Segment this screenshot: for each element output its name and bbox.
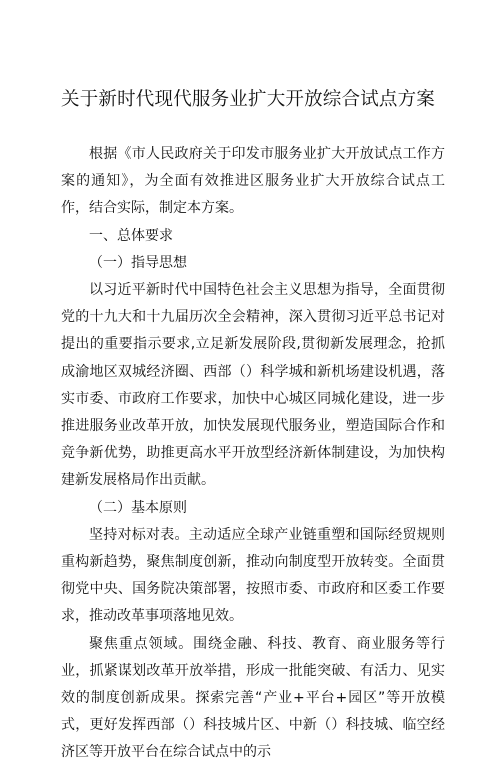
- paragraph-guiding-ideology: 以习近平新时代中国特色社会主义思想为指导，全面贯彻党的十九大和十九届历次全会精神，深入贯彻习近平总书记对提出的重要指示要求,立足新发展阶段,贯彻新发展理念，抢抓成渝地区双城经济圈、西部（）科学城和新机场建设机遇，落实市委、市政府工作要求，加快中心城区同城化建设，进一步推进服务业改革开放，加快发展现代服务业，塑造国际合作和竞争新优势，助推更高水平开放型经济新体制建设，为加快构建新发展格局作出贡献。: [61, 282, 445, 489]
- paragraph-principle-benchmarking: 坚持对标对表。主动适应全球产业链重塑和国际经贸规则重构新趋势，聚焦制度创新，推动向制度型开放转变。全面贯彻党中央、国务院决策部署，按照市委、市政府和区委工作要求，推动改革事项落地见效。: [61, 526, 445, 625]
- subsection-heading-basic-principles: （二）基本原则: [89, 499, 187, 516]
- paragraph-intro: 根据《市人民政府关于印发市服务业扩大开放试点工作方案的通知》，为全面有效推进区服务业扩大开放综合试点工作，结合实际，制定本方案。: [61, 146, 445, 217]
- paragraph-principle-key-areas: 聚焦重点领域。围绕金融、科技、教育、商业服务等行业，抓紧谋划改革开放举措，形成一批能突破、有活力、见实效的制度创新成果。探索完善“产业+平台+园区”等开放模式，更好发挥西部（）科技城片区、中新（）科技城、临空经济区等开放平台在综合试点中的示: [61, 635, 445, 761]
- document-body: [61, 141, 445, 767]
- subsection-heading-guiding-ideology: （一）指导思想: [89, 254, 187, 271]
- document-title: 关于新时代现代服务业扩大开放综合试点方案: [61, 89, 436, 110]
- section-heading-general-requirements: 一、总体要求: [89, 227, 173, 244]
